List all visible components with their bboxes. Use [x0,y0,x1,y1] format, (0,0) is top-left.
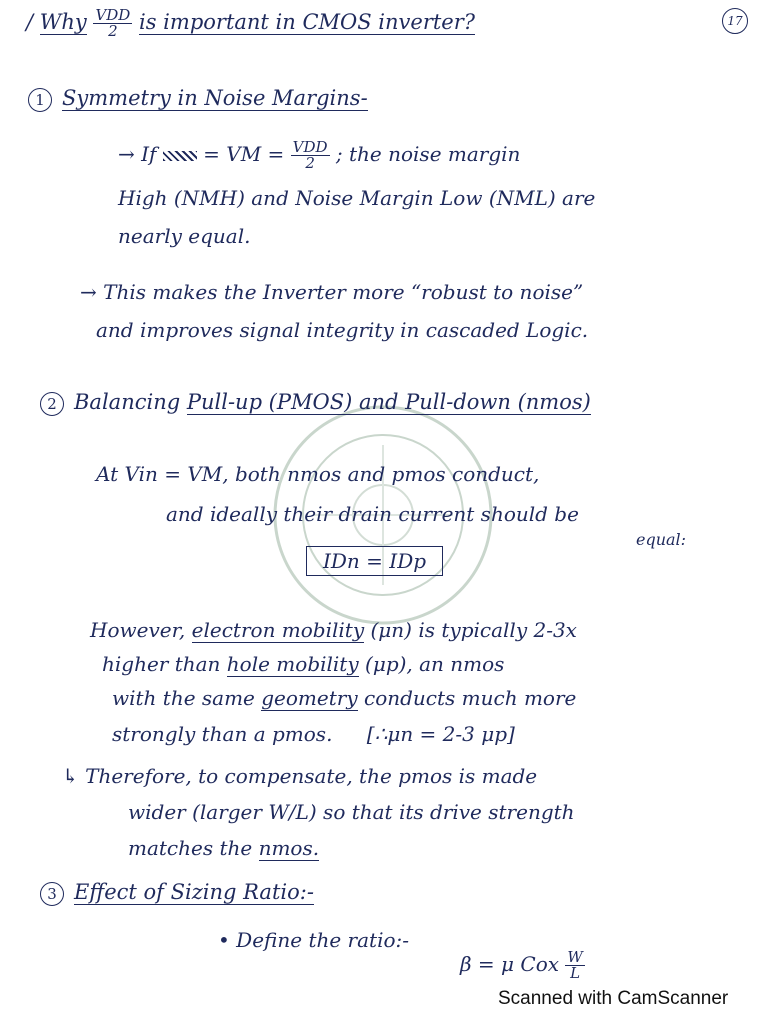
section-2-however-line-2: higher than hole mobility (μp), an nmos [102,652,505,676]
section-2-therefore-line-3: matches the nmos. [128,836,320,860]
page-title: / Why $\frac{\text{VDD}}{2}$ is important in CMOS inverter? [26,6,476,40]
section-2-line-1: At Vin = VM, both nmos and pmos conduct, [96,462,540,486]
section-2-heading: 2 Balancing Pull-up (PMOS) and Pull-down (nmos) [40,390,591,416]
camscanner-watermark: Scanned with CamScanner [498,988,729,1009]
section-1-line-3: nearly equal. [118,224,251,248]
title-fraction: $\frac{\text{VDD}}{2}$ [95,6,131,40]
page-number-badge: 17 [722,8,748,34]
section-2-line-3: equal: [636,530,687,549]
section-3-heading: 3 Effect of Sizing Ratio:- [40,880,314,906]
section-1-line-5: and improves signal integrity in cascaded Logic. [96,318,589,342]
section-1-line-2: High (NMH) and Noise Margin Low (NML) are [118,186,596,210]
section-2-however-line-1: However, electron mobility (μn) is typically 2-3x [90,618,577,642]
section-2-however-line-3: with the same geometry conducts much more [112,686,577,710]
section-2-therefore-line-1: ↳ Therefore, to compensate, the pmos is made [62,764,538,788]
section-1-line-4: → This makes the Inverter more “robust to noise” [80,280,584,304]
section-2-line-2: and ideally their drain current should be [166,502,579,526]
section-3-bullet: • Define the ratio:- [218,928,410,952]
boxed-equation: IDn = IDp [306,546,443,576]
section-1-heading: 1 Symmetry in Noise Margins- [28,86,368,112]
section-1-line-1: → If = VM = $\frac{\text{VDD}}{2}$ ; the noise margin [118,138,521,172]
crossed-out-text [163,151,197,161]
section-2-therefore-line-2: wider (larger W/L) so that its drive strength [128,800,575,824]
beta-equation: β = μ Cox $\frac{W}{L}$ [460,948,583,982]
section-2-however-line-4: strongly than a pmos. [∴μn = 2-3 μp] [112,722,515,746]
